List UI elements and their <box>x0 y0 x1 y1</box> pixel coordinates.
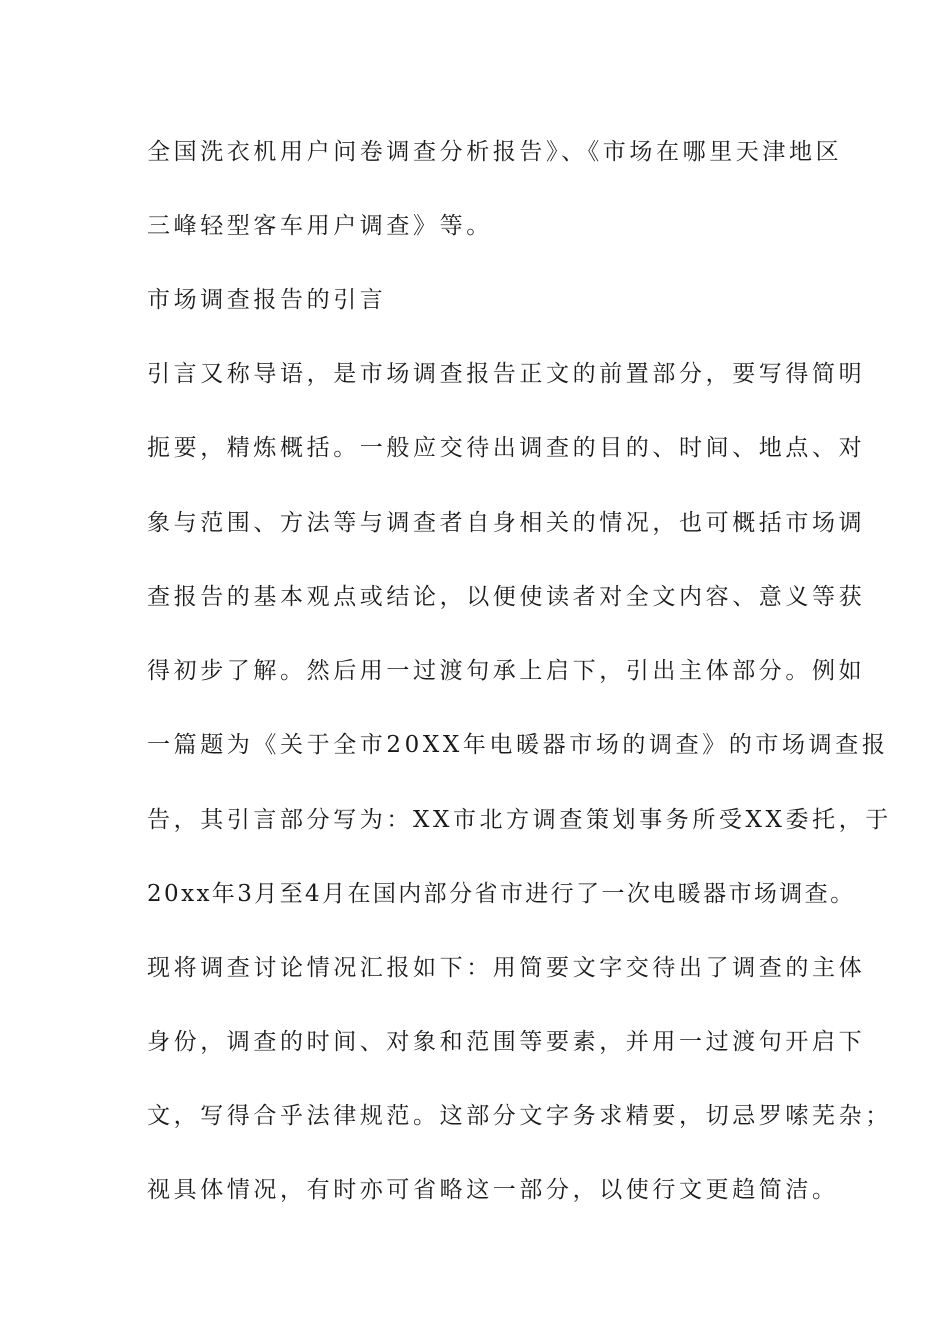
body-text-line: 一篇题为《关于全市20XX年电暖器市场的调查》的市场调查报 <box>147 732 889 758</box>
section-heading: 市场调查报告的引言 <box>147 287 387 313</box>
body-text-line: 身份，调查的时间、对象和范围等要素，并用一过渡句开启下 <box>147 1029 866 1055</box>
body-text-line: 告，其引言部分写为：XX市北方调查策划事务所受XX委托，于 <box>147 807 892 833</box>
body-text-line: 文，写得合乎法律规范。这部分文字务求精要，切忌罗嗦芜杂； <box>147 1103 892 1129</box>
body-text-line: 得初步了解。然后用一过渡句承上启下，引出主体部分。例如 <box>147 658 866 684</box>
body-text-line: 扼要，精炼概括。一般应交待出调查的目的、时间、地点、对 <box>147 435 866 461</box>
body-text-line: 20xx年3月至4月在国内部分省市进行了一次电暖器市场调查。 <box>147 881 856 907</box>
body-text-line: 现将调查讨论情况汇报如下：用简要文字交待出了调查的主体 <box>147 955 866 981</box>
body-text-line: 全国洗衣机用户问卷调查分析报告》、《市场在哪里天津地区 <box>147 139 843 165</box>
body-text-line: 引言又称导语，是市场调查报告正文的前置部分，要写得简明 <box>147 361 866 387</box>
body-text-line: 查报告的基本观点或结论，以便使读者对全文内容、意义等获 <box>147 584 866 610</box>
body-text-line: 视具体情况，有时亦可省略这一部分，以使行文更趋简洁。 <box>147 1177 839 1203</box>
body-text-line: 象与范围、方法等与调查者自身相关的情况，也可概括市场调 <box>147 510 866 536</box>
body-text-line: 三峰轻型客车用户调查》等。 <box>147 213 493 239</box>
